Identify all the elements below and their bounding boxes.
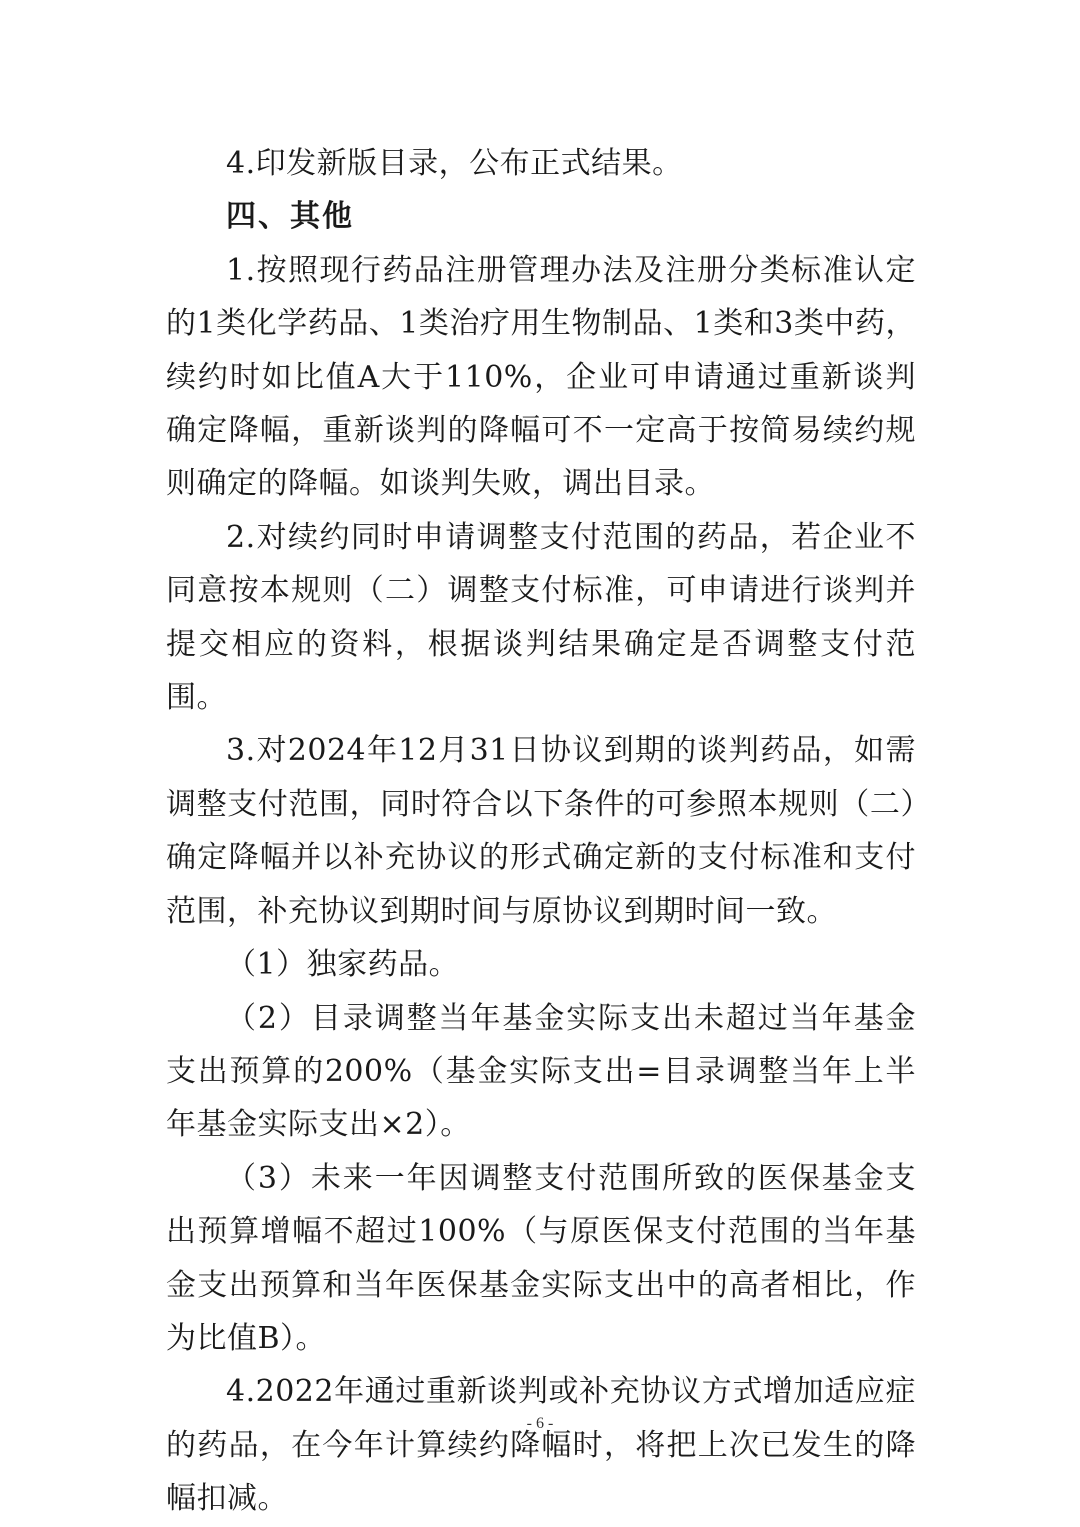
paragraph-condition-2: （2）目录调整当年基金实际支出未超过当年基金支出预算的200%（基金实际支出=目录调整当年上半年基金实际支出×2）。 (166, 1000, 916, 1143)
document-body (166, 137, 916, 1526)
paragraph-item-1-renegotiation: 1.按照现行药品注册管理办法及注册分类标准认定的1类化学药品、1类治疗用生物制品、1类和3类中药，续约时如比值A大于110%，企业可申请通过重新谈判确定降幅，重新谈判的降幅可不一定高于按简易续约规则确定的降幅。如谈判失败，调出目录。 (166, 252, 916, 502)
page-number: - 6 - (526, 1415, 554, 1432)
paragraph-condition-3: （3）未来一年因调整支付范围所致的医保基金支出预算增幅不超过100%（与原医保支付范围的当年基金支出预算和当年医保基金实际支出中的高者相比，作为比值B）。 (166, 1160, 916, 1356)
paragraph-condition-1: （1）独家药品。 (226, 947, 460, 983)
section-heading-other: 四、其他 (226, 199, 354, 235)
paragraph-item-4-2022-indications: 4.2022年通过重新谈判或补充协议方式增加适应症的药品，在今年计算续约降幅时，将把上次已发生的降幅扣减。 (166, 1374, 916, 1517)
paragraph-item-3-expiring-drugs: 3.对2024年12月31日协议到期的谈判药品，如需调整支付范围，同时符合以下条件的可参照本规则（二）确定降幅并以补充协议的形式确定新的支付标准和支付范围，补充协议到期时间与原协议到期时间一致。 (166, 733, 916, 929)
paragraph-item-2-payment-scope: 2.对续约同时申请调整支付范围的药品，若企业不同意按本规则（二）调整支付标准，可申请进行谈判并提交相应的资料，根据谈判结果确定是否调整支付范围。 (166, 519, 916, 716)
paragraph-publish-new-catalog: 4.印发新版目录，公布正式结果。 (226, 146, 683, 181)
